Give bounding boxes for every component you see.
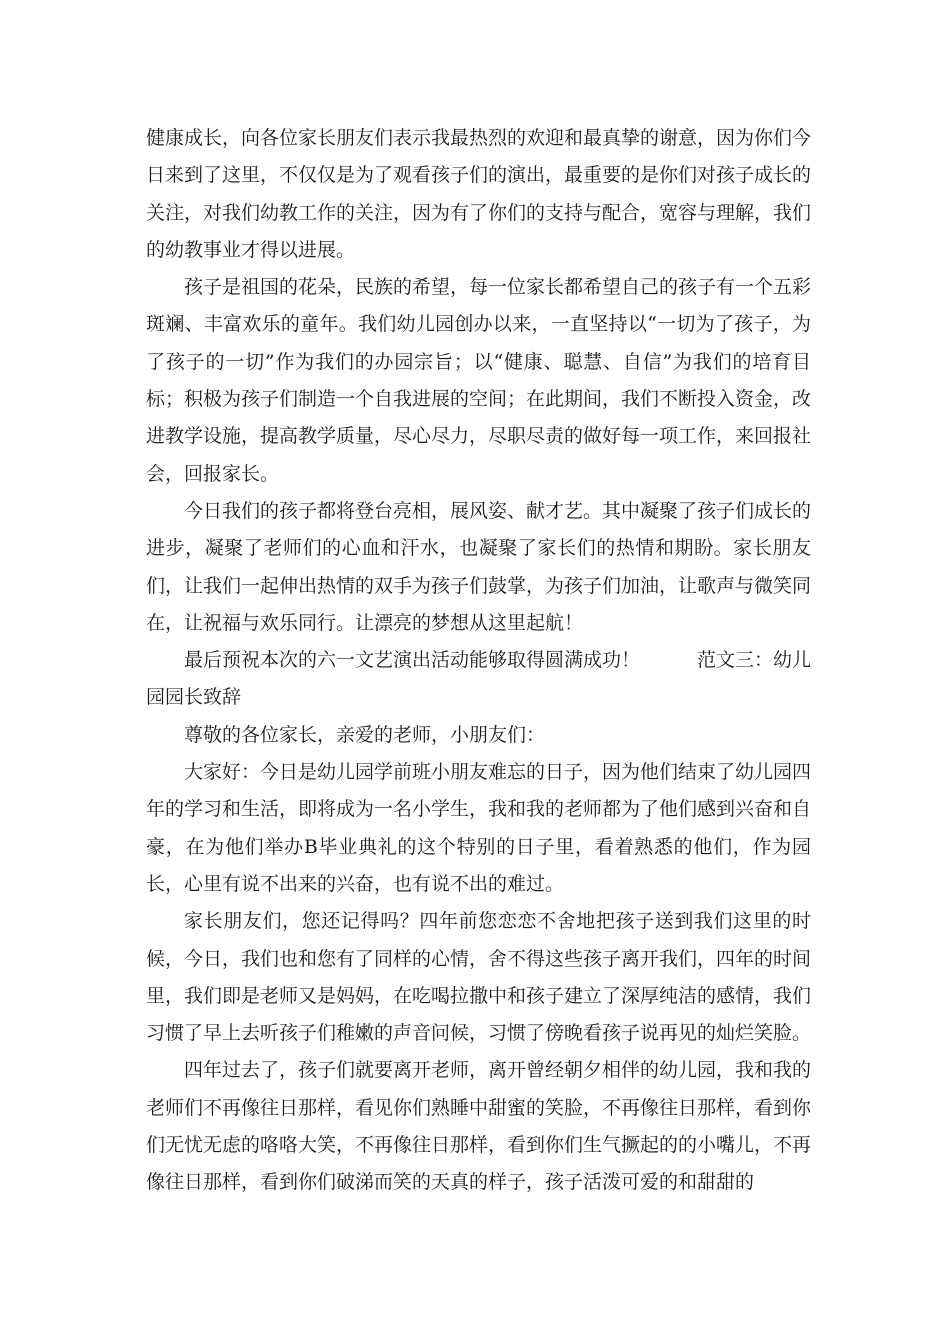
paragraph: 今日我们的孩子都将登台亮相，展风姿、献才艺。其中凝聚了孩子们成长的进步，凝聚了老师们的心血和汗水，也凝聚了家长们的热情和期盼。家长朋友们，让我们一起伸出热情的双手为孩子们鼓掌，为孩子们加油，让歌声与微笑同在，让祝福与欢乐同行。让漂亮的梦想从这里起航！ xyxy=(146,499,812,634)
paragraph: 尊敬的各位家长，亲爱的老师，小朋友们： xyxy=(184,723,546,746)
paragraph: 四年过去了，孩子们就要离开老师，离开曾经朝夕相伴的幼儿园，我和我的老师们不再像往日那样，看见你们熟睡中甜蜜的笑脸，不再像往日那样，看到你们无忧无虑的咯咯大笑，不再像往日那样，看到你们生气撅起的的小嘴儿，不再像往日那样，看到你们破涕而笑的天真的样子，孩子活泼可爱的和甜甜的 xyxy=(146,1059,812,1194)
paragraph: 家长朋友们，您还记得吗？四年前您恋恋不舍地把孩子送到我们这里的时候，今日，我们也和您有了同样的心情，舍不得这些孩子离开我们，四年的时间里，我们即是老师又是妈妈，在吃喝拉撒中和孩子建立了深厚纯洁的感情，我们习惯了早上去听孩子们稚嫩的声音问候，习惯了傍晚看孩子说再见的灿烂笑脸。 xyxy=(146,910,812,1045)
body-text xyxy=(146,120,811,1202)
paragraph: 最后预祝本次的六一文艺演出活动能够取得圆满成功！ 范文三：幼儿园园长致辞 xyxy=(146,649,812,709)
paragraph: 健康成长，向各位家长朋友们表示我最热烈的欢迎和最真挚的谢意，因为你们今日来到了这里，不仅仅是为了观看孩子们的演出，最重要的是你们对孩子成长的关注，对我们幼教工作的关注，因为有了你们的支持与配合，宽容与理解，我们的幼教事业才得以进展。 xyxy=(146,127,812,261)
paragraph: 孩子是祖国的花朵，民族的希望，每一位家长都希望自己的孩子有一个五彩斑斓、丰富欢乐的童年。我们幼儿园创办以来，一直坚持以“一切为了孩子，为了孩子的一切”作为我们的办园宗旨；以“健康、聪慧、自信”为我们的培育目标；积极为孩子们制造一个自我进展的空间；在此期间，我们不断投入资金，改进教学设施，提高教学质量，尽心尽力，尽职尽责的做好每一项工作，来回报社会，回报家长。 xyxy=(146,276,812,485)
paragraph: 大家好：今日是幼儿园学前班小朋友难忘的日子，因为他们结束了幼儿园四年的学习和生活，即将成为一名小学生，我和我的老师都为了他们感到兴奋和自豪，在为他们举办B毕业典礼的这个特别的日子里，看着熟悉的他们，作为园长，心里有说不出来的兴奋，也有说不出的难过。 xyxy=(146,761,812,895)
